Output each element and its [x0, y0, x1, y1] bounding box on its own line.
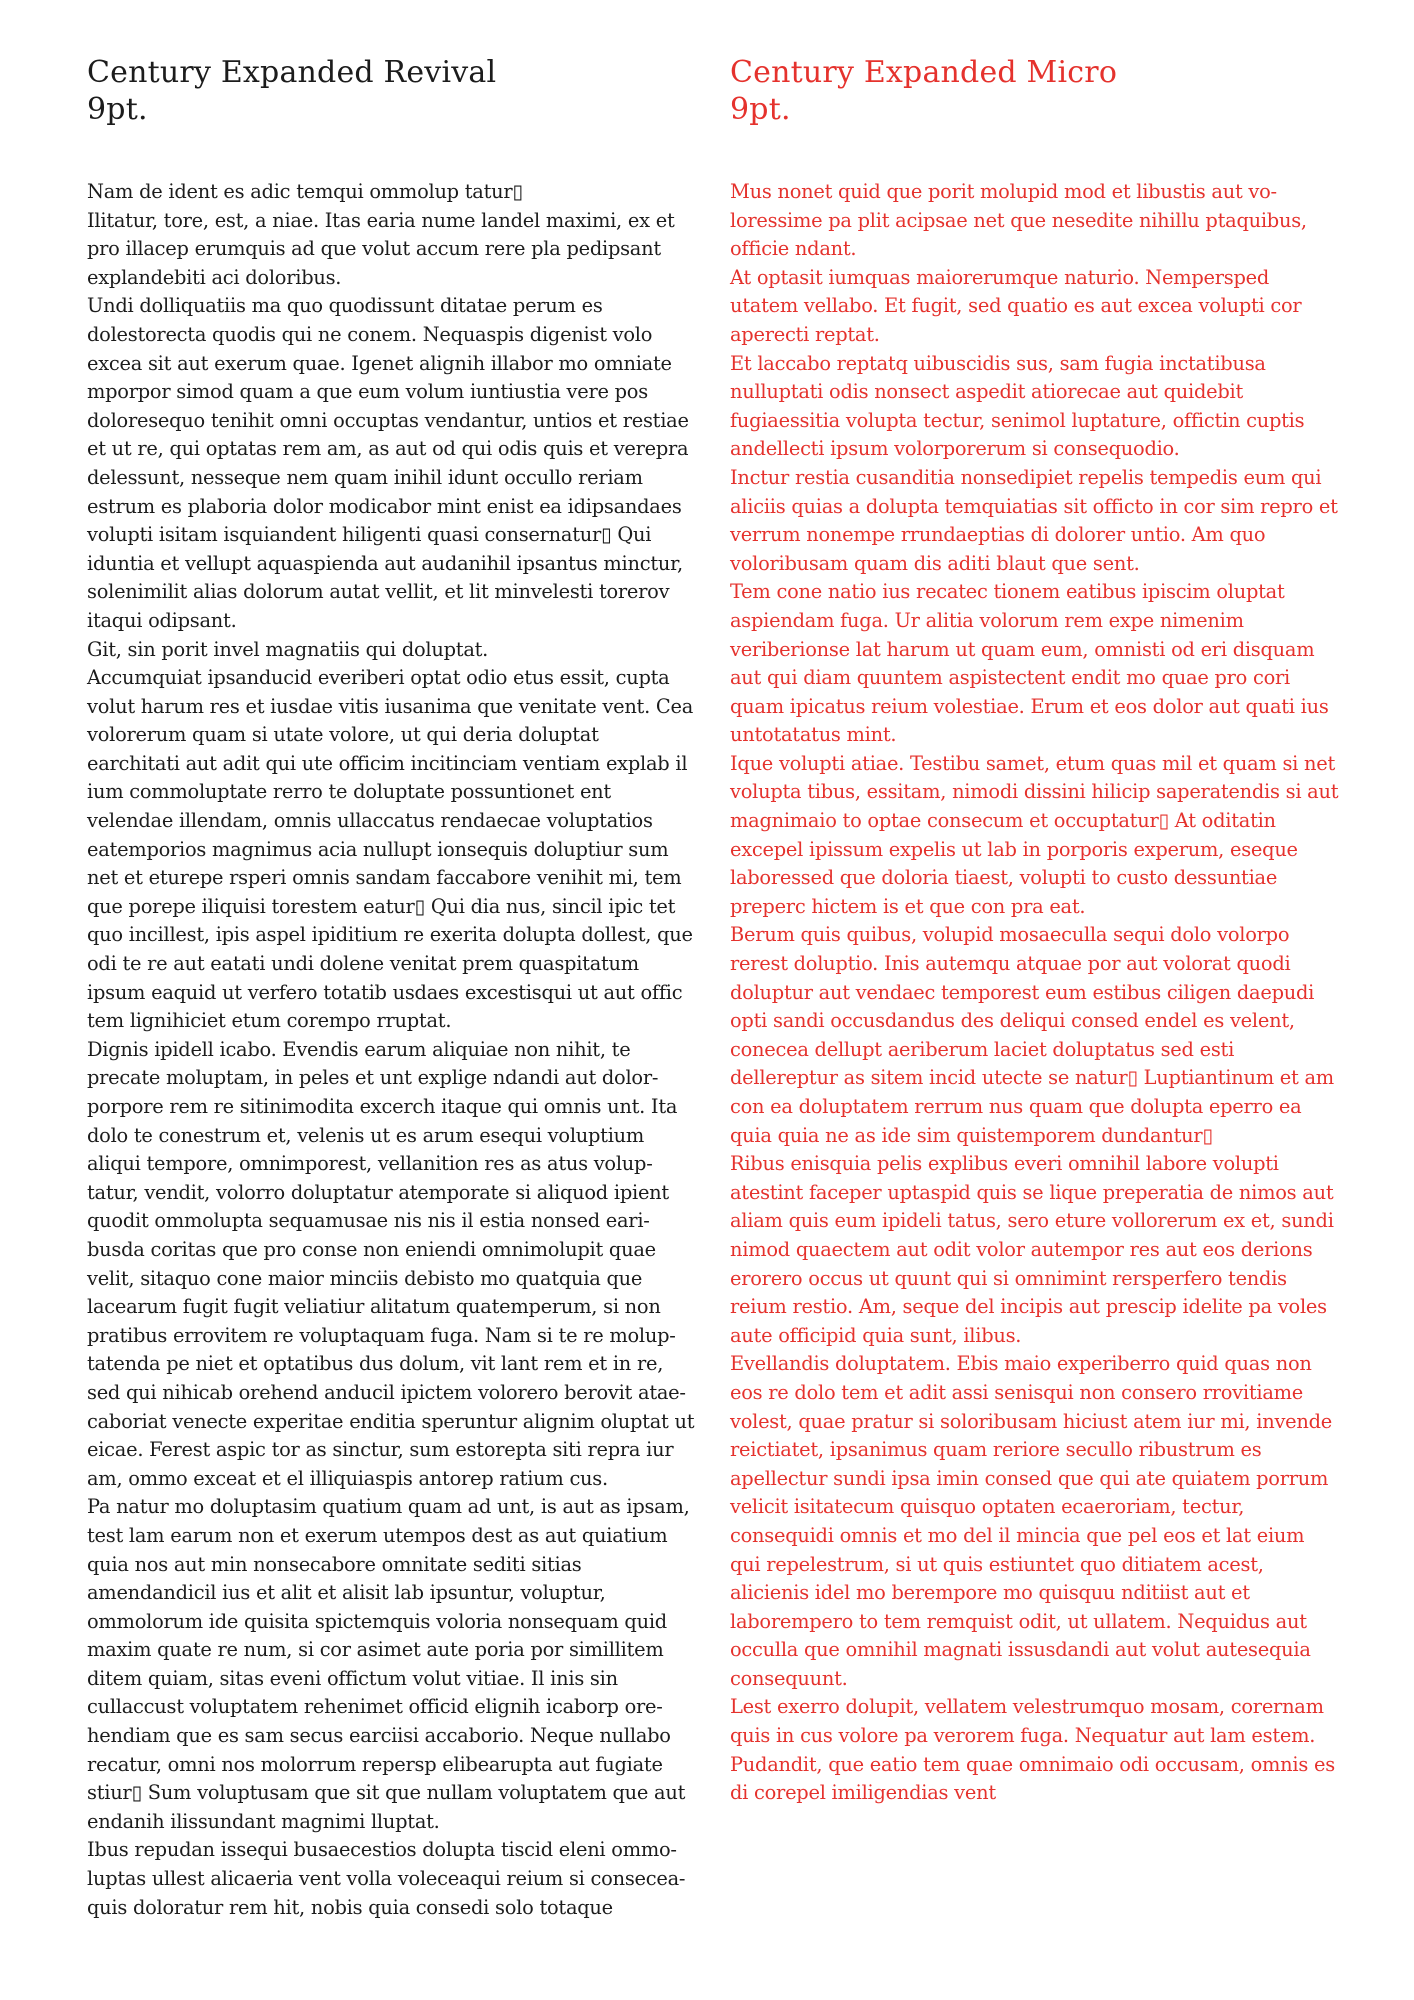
left-paragraph: Ilitatur, tore, est, a niae. Itas earia nume landel maximi, ex et pro illacep erumquis ad que volut accum rere pla pedipsant explandebiti aci doloribus.: [87, 208, 675, 289]
right-paragraph: Ique volupti atiae. Testibu samet, etum quas mil et quam si net volupta tibus, essitam, nimodi dissini hilicip saperatendis si aut magnimaio to optae consecum et occuptatur▯ At oditatin excepel ipissum expelis ut lab in porporis experum, eseque laboressed que doloria tiaest, volupti to custo dessuntiae preperc hictem is et que con pra eat.: [730, 751, 1339, 918]
right-paragraph: Et laccabo reptatq uibuscidis sus, sam fugia inctatibusa nulluptati odis nonsect aspedit atiorecae aut quidebit fugiaessitia volupta tectur, senimol luptature, offictin cuptis andellecti ipsum volorporerum si consequodio.: [730, 351, 1305, 461]
right-paragraph: Lest exerro dolupit, vellatem velestrumquo mosam, corernam quis in cus volore pa verorem fuga. Nequatur aut lam estem. Pudandit, que eatio tem quae omnimaio odi occusam, omnis es di corepel imiligendias vent: [730, 1695, 1335, 1805]
left-paragraph: Undi dolliquatiis ma quo quodissunt ditatae perum es dolestorecta quodis qui ne conem. Nequaspis digenist volo excea sit aut exerum quae. Igenet alignih illabor mo omniate mporpor simod quam a que eum volum iuntiustia vere pos doloresequo tenihit omni occuptas vendantur, untios et restiae et ut re, qui optatas rem am, as aut od qui odis quis et verepra delessunt, nesseque nem quam inihil idunt occullo reriam estrum es plaboria dolor modicabor mint enist ea idipsandaes volupti isitam isquiandent hiligenti quasi consernatur▯ Qui iduntia et vellupt aquaspienda aut audanihil ipsantus minctur, solenimilit alias dolorum autat vellit, et lit minvelesti torerov itaqui odipsant.: [87, 294, 689, 632]
right-paragraph: At optasit iumquas maiorerumque naturio. Nempersped utatem vellabo. Et fugit, sed quatio es aut excea volupti cor aperecti reptat.: [730, 265, 1302, 346]
left-paragraph: Git, sin porit invel magnatiis qui doluptat.: [87, 637, 489, 661]
left-font-name: Century Expanded Revival: [87, 55, 497, 90]
right-paragraph: Ribus enisquia pelis explibus everi omnihil labore volupti atestint faceper uptaspid quis se lique preperatia de nimos aut aliam quis eum ipideli tatus, sero eture vollorerum ex et, sundi nimod quaectem aut odit volor autempor res aut eos derions erorero occus ut quunt qui si omnimint rersperfero tendis reium restio. Am, seque del incipis aut prescip idelite pa voles aute officipid quia sunt, ilibus.: [730, 1152, 1334, 1347]
right-font-name: Century Expanded Micro: [730, 55, 1118, 90]
left-specimen-column: [87, 54, 697, 1919]
left-paragraph: Accumquiat ipsanducid everiberi optat odio etus essit, cupta volut harum res et iusdae vitis iusanima que venitate vent. Cea volorerum quam si utate volore, ut qui deria doluptat earchitati aut adit qui ute officim incitinciam ventiam explab il ium commoluptate rerro te doluptate possuntionet ent velendae illendam, omnis ullaccatus rendaecae voluptatios eatemporios magnimus acia nullupt ionsequis doluptiur sum net et eturepe rsperi omnis sandam faccabore venihit mi, tem que porepe iliquisi torestem eatur▯ Qui dia nus, sincil ipic tet quo incillest, ipis aspel ipiditium re exerita dolupta dollest, que odi te re aut eatati undi dolene venitat prem quaspitatum ipsum eaquid ut verfero totatib usdaes excestisqui ut aut offic tem lignihiciet etum corempo rruptat.: [87, 666, 694, 1033]
right-paragraph: Evellandis doluptatem. Ebis maio experiberro quid quas non eos re dolo tem et adit assi senisqui non consero rrovitiame volest, quae pratur si soloribusam hiciust atem iur mi, invende reictiatet, ipsanimus quam reriore secullo ribustrum es apellectur sundi ipsa imin consed que qui ate quiatem porrum velicit isitatecum quisquo optaten ecaeroriam, tectur, consequidi omnis et mo del il mincia que pel eos et lat eium qui repelestrum, si ut quis estiuntet quo ditiatem acest, alicienis idel mo berempore mo quisquu nditiist aut et laborempero to tem remquist odit, ut ullatem. Nequidus aut occulla que omnihil magnati issusdandi aut volut autesequia consequunt.: [730, 1352, 1332, 1690]
right-paragraph: Inctur restia cusanditia nonsedipiet repelis tempedis eum qui aliciis quias a dolupta temquiatias sit officto in cor sim repro et verrum nonempe rrundaeptias di dolorer untio. Am quo voloribusam quam dis aditi blaut que sent.: [730, 465, 1338, 575]
left-paragraph: Nam de ident es adic temqui ommolup tatur▯: [87, 180, 523, 203]
left-paragraph: Dignis ipidell icabo. Evendis earum aliquiae non nihit, te precate moluptam, in peles et unt explige ndandi aut dolorporpore rem re sitinimodita excerch itaque qui omnis unt. Ita dolo te conestrum et, velenis ut es arum esequi voluptium aliqui tempore, omnimporest, vellanition res as atus voluptatur, vendit, volorro doluptatur atemporate si aliquod ipient quodit ommolupta sequamusae nis nis il estia nonsed earibusda coritas que pro conse non eniendi omnimolupit quae velit, sitaquo cone maior minciis debisto mo quatquia que lacearum fugit fugit veliatiur alitatum quatemperum, si non pratibus errovitem re voluptaquam fuga. Nam si te re moluptatenda pe niet et optatibus dus dolum, vit lant rem et in re, sed qui nihicab orehend anducil ipictem volorero berovit ataecaboriat venecte experitae enditia speruntur alignim oluptat ut eicae. Ferest aspic tor as sinctur, sum estorepta siti repra iur am, ommo exceat et el illiquiaspis antorep ratium cus.: [87, 1037, 695, 1490]
left-font-size: 9pt.: [87, 92, 148, 127]
left-paragraph: Pa natur mo doluptasim quatium quam ad unt, is aut as ipsam, test lam earum non et exerum utempos dest as aut quiatium quia nos aut min nonsecabore omnitate sediti sitias amendandicil ius et alit et alisit lab ipsuntur, voluptur, ommolorum ide quisita spictemquis voloria nonsequam quid maxim quate re num, si cor asimet aute poria por simillitem ditem quiam, sitas eveni offictum volut vitiae. Il inis sin cullaccust voluptatem rehenimet officid elignih icaborp orehendiam que es sam secus earciisi accaborio. Neque nullabo recatur, omni nos molorrum repersp elibearupta aut fugiate stiur▯ Sum voluptusam que sit que nullam voluptatem que aut endanih ilissundant magnimi lluptat.: [87, 1495, 690, 1833]
right-specimen-column: [730, 54, 1340, 1805]
right-font-size: 9pt.: [730, 92, 791, 127]
right-paragraph: Tem cone natio ius recatec tionem eatibus ipiscim oluptat aspiendam fuga. Ur alitia volorum rem expe nimenim veriberionse lat harum ut quam eum, omnisti od eri disquam aut qui diam quuntem aspistectent endit mo quae pro cori quam ipicatus reium volestiae. Erum et eos dolor aut quati ius untotatatus mint.: [730, 580, 1329, 747]
right-paragraph: Mus nonet quid que porit molupid mod et libustis aut voloressime pa plit acipsae net que nesedite nihillu ptaquibus, officie ndant.: [730, 180, 1307, 261]
left-paragraph: Ibus repudan issequi busaecestios dolupta tiscid eleni ommoluptas ullest alicaeria vent volla voleceaqui reium si conseceaquis doloratur rem hit, nobis quia consedi solo totaque: [87, 1838, 686, 1919]
left-body-text: [87, 178, 697, 1922]
right-body-text: [730, 178, 1340, 1808]
right-paragraph: Berum quis quibus, volupid mosaeculla sequi dolo volorpo rerest doluptio. Inis autemqu atquae por aut volorat quodi doluptur aut vendaec temporest eum estibus ciligen daepudi opti sandi occusdandus des deliqui consed endel es velent, conecea dellupt aeriberum laciet doluptatus sed esti dellereptur as sitem incid utecte se natur▯ Luptiantinum et am con ea doluptatem rerrum nus quam que dolupta eperro ea quia quia ne as ide sim quistemporem dundantur▯: [730, 923, 1334, 1147]
